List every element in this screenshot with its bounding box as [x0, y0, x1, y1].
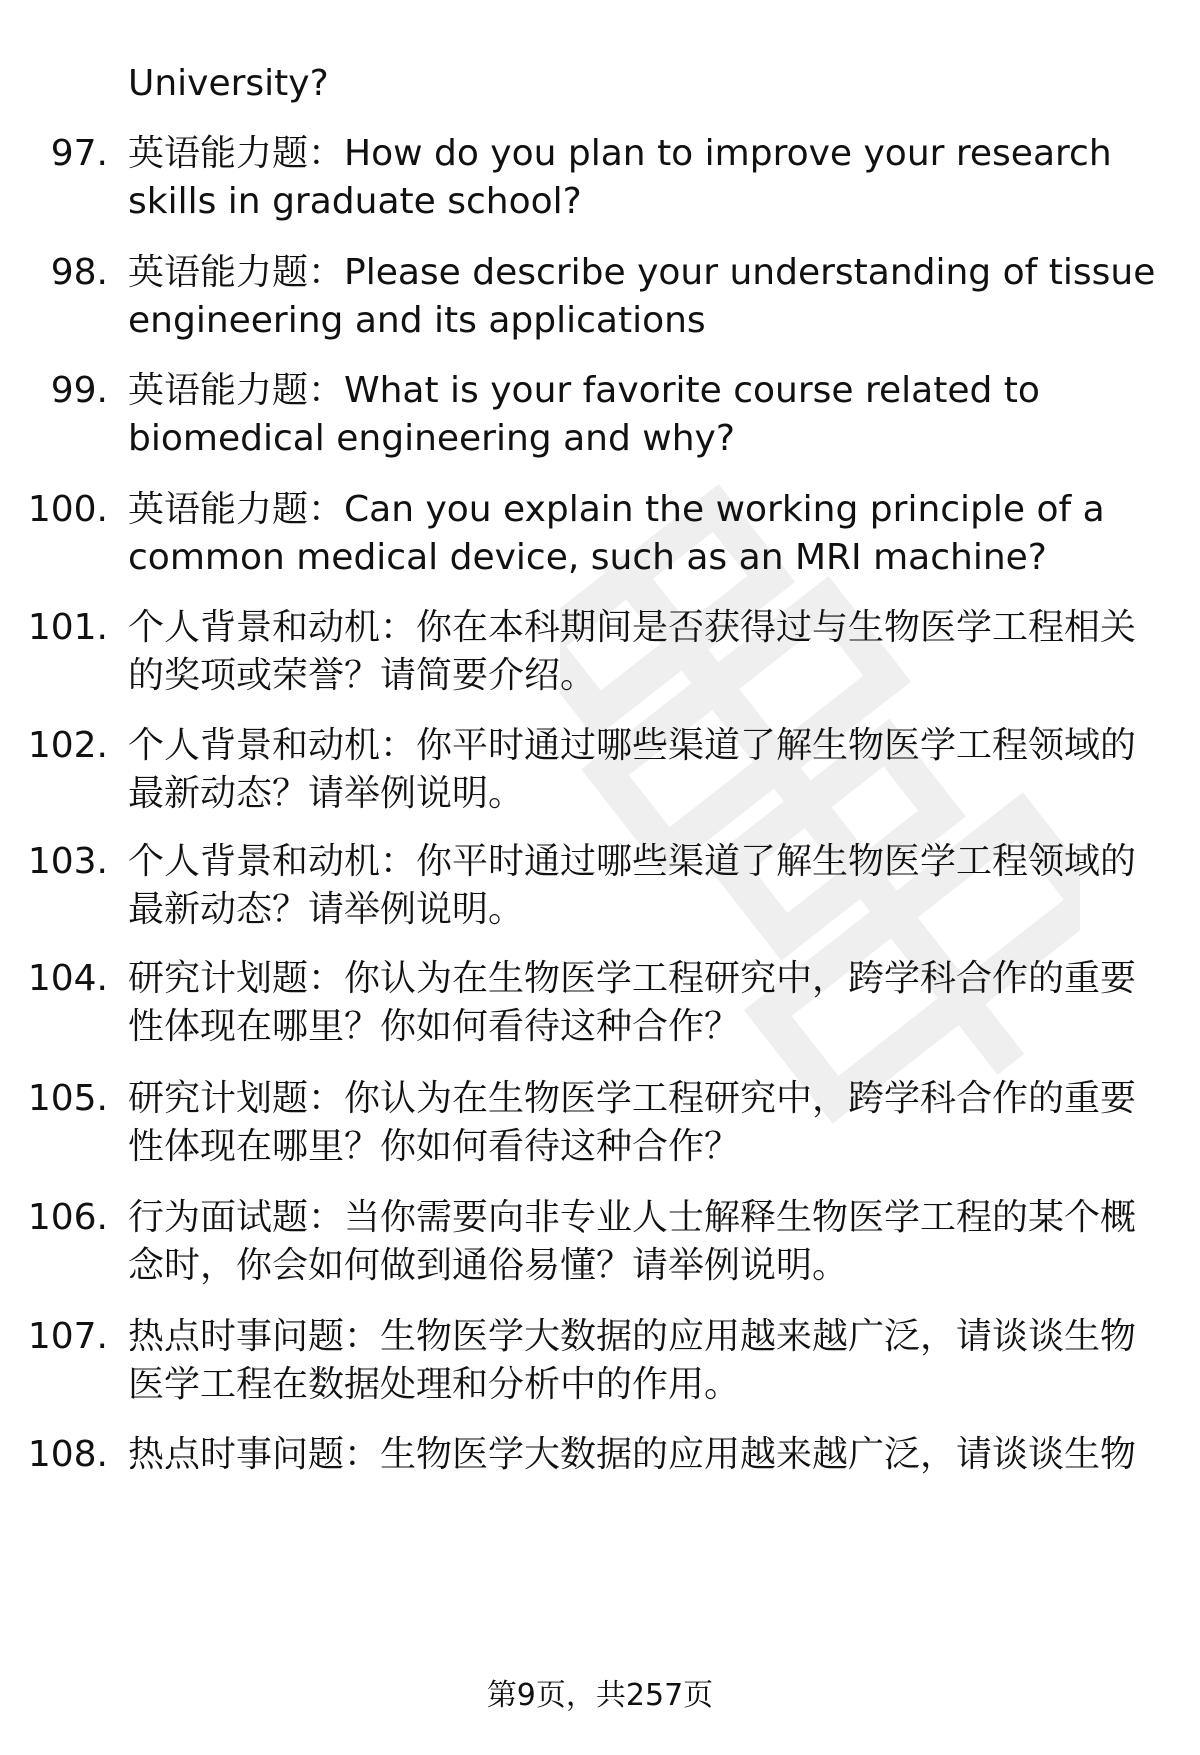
item-number: 99.	[50, 370, 108, 411]
item-number: 105.	[27, 1078, 108, 1119]
item-number: 106.	[27, 1197, 108, 1238]
item-text: 个人背景和动机：你平时通过哪些渠道了解生物医学工程领域的 最新动态？请举例说明。	[128, 725, 1137, 814]
item-text: 英语能力题：How do you plan to improve your research skills in graduate school?	[128, 133, 1112, 222]
item-number: 103.	[27, 841, 108, 882]
item-number: 108.	[27, 1434, 108, 1475]
item-number: 97.	[50, 133, 108, 174]
item-text: 英语能力题：What is your favorite course related to biomedical engineering and why?	[128, 370, 1040, 459]
item-text: 英语能力题：Please describe your understanding of tissue engineering and its applications	[128, 252, 1156, 341]
item-text: 英语能力题：Can you explain the working principle of a common medical device, such as an MRI machine?	[128, 489, 1105, 578]
item-number: 107.	[27, 1316, 108, 1357]
item-number: 100.	[27, 489, 108, 530]
item-number: 101.	[27, 607, 108, 648]
item-text: 热点时事问题：生物医学大数据的应用越来越广泛，请谈谈生物	[128, 1434, 1137, 1475]
item-text: 个人背景和动机：你在本科期间是否获得过与生物医学工程相关 的奖项或荣誉？请简要介绍。	[128, 607, 1137, 696]
item-text: 热点时事问题：生物医学大数据的应用越来越广泛，请谈谈生物 医学工程在数据处理和分析中的作用。	[128, 1316, 1137, 1405]
item-number: 102.	[27, 725, 108, 766]
item-number: 98.	[50, 252, 108, 293]
item-number: 104.	[27, 958, 108, 999]
item-text: 个人背景和动机：你平时通过哪些渠道了解生物医学工程领域的 最新动态？请举例说明。	[128, 841, 1137, 930]
page-footer: 第9页，共257页	[486, 1678, 714, 1713]
item-text: 研究计划题：你认为在生物医学工程研究中，跨学科合作的重要 性体现在哪里？你如何看待这种合作？	[128, 958, 1137, 1047]
continuation-line: University?	[128, 63, 329, 104]
item-text: 行为面试题：当你需要向非专业人士解释生物医学工程的某个概 念时，你会如何做到通俗易懂？请举例说明。	[128, 1197, 1137, 1286]
item-text: 研究计划题：你认为在生物医学工程研究中，跨学科合作的重要 性体现在哪里？你如何看待这种合作？	[128, 1078, 1137, 1167]
